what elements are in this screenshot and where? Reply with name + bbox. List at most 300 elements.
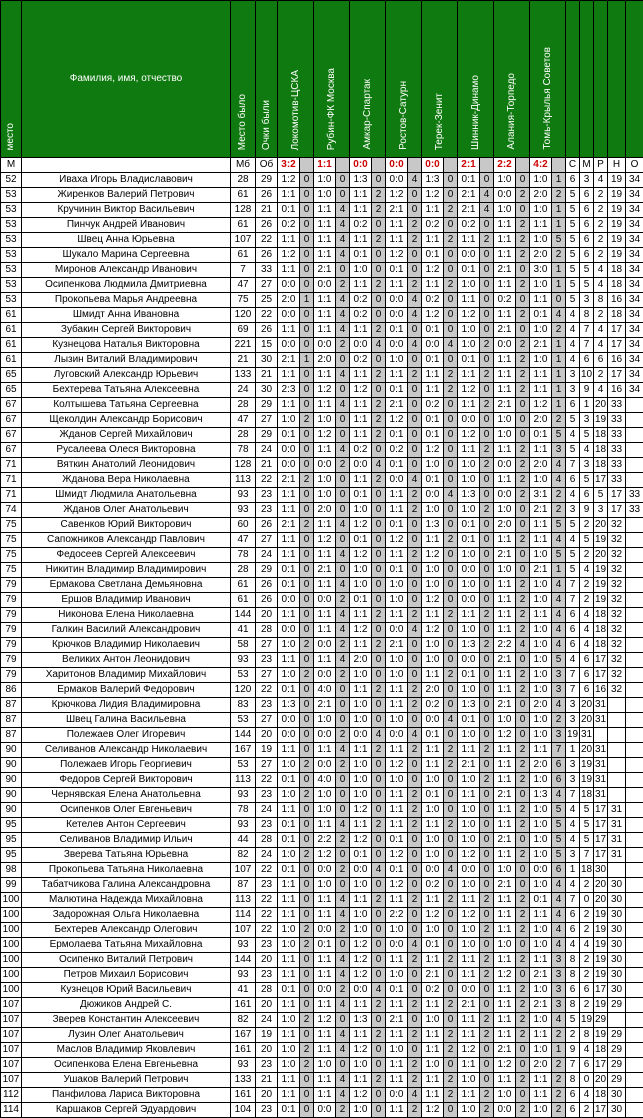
cell-stat: 6 <box>566 398 580 413</box>
col-header-blank <box>608 1 626 158</box>
cell-prev-place: 47 <box>231 533 256 548</box>
cell-points: 4 <box>336 998 350 1013</box>
cell-points: 0 <box>444 473 458 488</box>
cell-points: 4 <box>336 218 350 233</box>
cell-stat: 19 <box>594 578 608 593</box>
cell-prev-place: 113 <box>231 893 256 908</box>
cell-stat <box>626 563 643 578</box>
cell-points: 4 <box>336 743 350 758</box>
cell-prev-place: 28 <box>231 428 256 443</box>
cell-points: 0 <box>444 563 458 578</box>
cell-points: 2 <box>480 443 494 458</box>
cell-points: 2 <box>516 923 530 938</box>
cell-stat: 5 <box>566 233 580 248</box>
cell-forecast: 2:1 <box>386 398 408 413</box>
cell-points: 4 <box>552 623 566 638</box>
cell-place: 90 <box>1 743 22 758</box>
cell-stat: 5 <box>566 203 580 218</box>
cell-forecast: 1:2 <box>530 398 552 413</box>
cell-place: 67 <box>1 428 22 443</box>
cell-points: 0 <box>408 413 422 428</box>
cell-fio: Ершов Владимир Иванович <box>22 593 231 608</box>
table-row <box>1 713 643 728</box>
cell-stat: 4 <box>566 878 580 893</box>
table-row <box>1 323 643 338</box>
cell-forecast: 4:0 <box>314 773 336 788</box>
cell-fio: Осипенкова Людмила Дмитриевна <box>22 278 231 293</box>
cell-fio: Кручинин Виктор Васильевич <box>22 203 231 218</box>
cell-forecast: 1:1 <box>530 533 552 548</box>
cell-points: 5 <box>552 548 566 563</box>
cell-forecast: 0:0 <box>422 713 444 728</box>
cell-points: 4 <box>336 1028 350 1043</box>
cell-place: 79 <box>1 668 22 683</box>
cell-forecast: 0:0 <box>350 458 372 473</box>
cell-points: 0 <box>516 653 530 668</box>
cell-stat <box>626 773 643 788</box>
cell-fio: Лузин Олег Анатольевич <box>22 1028 231 1043</box>
cell-forecast: 2:1 <box>494 548 516 563</box>
cell-points: 4 <box>552 593 566 608</box>
cell-forecast: 1:0 <box>422 653 444 668</box>
cell-points: 2 <box>372 413 386 428</box>
table-row <box>1 848 643 863</box>
cell-stat: 2 <box>594 308 608 323</box>
cell-prev-place: 60 <box>231 518 256 533</box>
cell-points: 2 <box>516 188 530 203</box>
cell-prev-place: 24 <box>231 383 256 398</box>
cell-forecast: 1:3 <box>458 638 480 653</box>
cell-stat: 4 <box>580 443 594 458</box>
cell-stat: 6 <box>566 608 580 623</box>
cell-stat: 7 <box>566 458 580 473</box>
cell-stat <box>626 638 643 653</box>
cell-forecast: 0:0 <box>278 443 300 458</box>
table-row <box>1 518 643 533</box>
cell-forecast: 1:2 <box>278 173 300 188</box>
cell-place: 53 <box>1 293 22 308</box>
cell-forecast: 0:1 <box>314 938 336 953</box>
cell-forecast: 1:1 <box>494 803 516 818</box>
cell-points: 4 <box>408 293 422 308</box>
cell-forecast: 0:0 <box>278 338 300 353</box>
cell-forecast: 1:1 <box>422 383 444 398</box>
cell-fio: Миронов Александр Иванович <box>22 263 231 278</box>
cell-points: 0 <box>372 698 386 713</box>
cell-prev-place: 82 <box>231 1013 256 1028</box>
cell-forecast: 1:0 <box>422 773 444 788</box>
cell-forecast: 1:1 <box>314 908 336 923</box>
cell-fio: Шукало Марина Сергеевна <box>22 248 231 263</box>
cell-points: 0 <box>444 878 458 893</box>
cell-points: 0 <box>480 593 494 608</box>
cell-points: 0 <box>552 293 566 308</box>
cell-forecast: 1:1 <box>350 818 372 833</box>
cell-points: 1 <box>552 218 566 233</box>
cell-prev-pts: 26 <box>256 188 278 203</box>
cell-points: 0 <box>516 413 530 428</box>
cell-stat: 5 <box>566 518 580 533</box>
cell-place: 79 <box>1 623 22 638</box>
cell-stat: 5 <box>566 188 580 203</box>
cell-points: 4 <box>336 818 350 833</box>
cell-points: 0 <box>444 188 458 203</box>
cell-stat: 1 <box>580 398 594 413</box>
cell-points: 0 <box>300 428 314 443</box>
cell-stat: 3 <box>566 713 580 728</box>
cell-forecast: 1:0 <box>530 848 552 863</box>
cell-forecast: 1:0 <box>494 428 516 443</box>
cell-forecast: 2:1 <box>386 638 408 653</box>
cell-stat: 2 <box>580 1103 594 1118</box>
table-row <box>1 188 643 203</box>
cell-points: 2 <box>552 1103 566 1118</box>
cell-points: 0 <box>444 848 458 863</box>
cell-forecast: 1:0 <box>314 878 336 893</box>
cell-points: 2 <box>336 758 350 773</box>
cell-points: 0 <box>300 383 314 398</box>
cell-points: 2 <box>516 1073 530 1088</box>
cell-forecast: 1:0 <box>458 1103 480 1118</box>
cell-stat: 4 <box>594 263 608 278</box>
cell-stat: 34 <box>626 353 643 368</box>
cell-points: 2 <box>372 278 386 293</box>
cell-place: 107 <box>1 998 22 1013</box>
cell-fio: Прокопьева Татьяна Николаевна <box>22 863 231 878</box>
cell-stat: 31 <box>594 788 608 803</box>
table-row <box>1 653 643 668</box>
cell-stat: 2 <box>580 923 594 938</box>
cell-prev-pts: 22 <box>256 473 278 488</box>
subheader-o: О <box>626 158 643 173</box>
cell-forecast: 1:1 <box>530 218 552 233</box>
subheader-c: С <box>566 158 580 173</box>
cell-forecast: 1:0 <box>530 278 552 293</box>
cell-points: 4 <box>408 308 422 323</box>
cell-stat <box>626 998 643 1013</box>
cell-stat: 34 <box>626 293 643 308</box>
match-result: 1:1 <box>314 158 336 173</box>
cell-points: 0 <box>408 983 422 998</box>
cell-fio: Каршаков Сергей Эдуардович <box>22 1103 231 1118</box>
cell-points: 0 <box>372 293 386 308</box>
cell-forecast: 1:1 <box>314 398 336 413</box>
cell-forecast: 1:0 <box>530 1043 552 1058</box>
cell-points: 0 <box>372 563 386 578</box>
cell-forecast: 2:1 <box>530 338 552 353</box>
cell-points: 2 <box>480 893 494 908</box>
cell-points: 2 <box>300 1058 314 1073</box>
cell-forecast: 1:1 <box>278 233 300 248</box>
cell-forecast: 0:0 <box>278 308 300 323</box>
cell-points: 4 <box>336 953 350 968</box>
cell-fio: Колтышева Татьяна Сергеевна <box>22 398 231 413</box>
cell-stat: 19 <box>594 563 608 578</box>
cell-forecast: 1:1 <box>530 1088 552 1103</box>
cell-forecast: 1:0 <box>350 578 372 593</box>
cell-points: 2 <box>372 608 386 623</box>
cell-stat: 30 <box>608 908 626 923</box>
cell-prev-place: 221 <box>231 338 256 353</box>
cell-points: 2 <box>552 1088 566 1103</box>
cell-points: 2 <box>480 398 494 413</box>
col-header-match: Амкар-Спартак <box>350 1 386 158</box>
cell-points: 0 <box>480 683 494 698</box>
cell-forecast: 1:1 <box>494 683 516 698</box>
cell-forecast: 1:1 <box>314 1088 336 1103</box>
cell-forecast: 1:1 <box>278 398 300 413</box>
table-row <box>1 998 643 1013</box>
cell-points: 0 <box>300 863 314 878</box>
cell-forecast: 1:1 <box>422 953 444 968</box>
cell-forecast: 1:1 <box>314 968 336 983</box>
cell-points: 2 <box>516 473 530 488</box>
cell-points: 5 <box>552 803 566 818</box>
col-header-match: Томь-Крылья Советов <box>530 1 566 158</box>
cell-points: 2 <box>552 488 566 503</box>
cell-points: 0 <box>372 953 386 968</box>
cell-stat: 20 <box>580 713 594 728</box>
cell-stat: 18 <box>608 308 626 323</box>
cell-fio: Полежаев Игорь Георгиевич <box>22 758 231 773</box>
cell-prev-pts: 19 <box>256 743 278 758</box>
cell-forecast: 1:1 <box>350 1028 372 1043</box>
cell-points: 0 <box>480 998 494 1013</box>
cell-prev-pts: 20 <box>256 728 278 743</box>
cell-forecast: 0:2 <box>350 218 372 233</box>
cell-prev-place: 61 <box>231 218 256 233</box>
cell-forecast: 0:0 <box>314 1103 336 1118</box>
cell-forecast: 1:1 <box>386 818 408 833</box>
cell-points: 5 <box>552 653 566 668</box>
cell-forecast: 1:0 <box>494 563 516 578</box>
cell-stat <box>626 983 643 998</box>
cell-stat: 4 <box>594 173 608 188</box>
cell-stat: 6 <box>580 233 594 248</box>
cell-stat: 2 <box>580 968 594 983</box>
cell-fio: Табатчикова Галина Александровна <box>22 878 231 893</box>
cell-stat: 33 <box>608 443 626 458</box>
cell-points: 0 <box>300 548 314 563</box>
cell-forecast: 1:1 <box>386 1058 408 1073</box>
cell-stat: 17 <box>594 1058 608 1073</box>
cell-stat: 29 <box>594 1013 608 1028</box>
cell-forecast: 1:0 <box>530 473 552 488</box>
cell-stat: 6 <box>580 983 594 998</box>
cell-points: 0 <box>336 683 350 698</box>
cell-points: 5 <box>552 518 566 533</box>
cell-forecast: 0:1 <box>278 983 300 998</box>
cell-prev-place: 21 <box>231 353 256 368</box>
table-row <box>1 1073 643 1088</box>
cell-points: 2 <box>552 503 566 518</box>
cell-prev-place: 144 <box>231 608 256 623</box>
col-header-match: Рубин-ФК Москва <box>314 1 350 158</box>
cell-forecast: 1:1 <box>278 1028 300 1043</box>
cell-prev-pts: 27 <box>256 413 278 428</box>
cell-forecast: 0:0 <box>314 728 336 743</box>
cell-forecast: 1:1 <box>386 1103 408 1118</box>
cell-points: 0 <box>300 893 314 908</box>
cell-stat: 4 <box>594 383 608 398</box>
cell-points: 2 <box>300 788 314 803</box>
cell-stat: 30 <box>608 953 626 968</box>
cell-forecast: 1:1 <box>278 548 300 563</box>
cell-forecast: 0:1 <box>422 728 444 743</box>
cell-points: 2 <box>336 983 350 998</box>
cell-forecast: 2:1 <box>458 188 480 203</box>
cell-points: 4 <box>372 863 386 878</box>
cell-place: 100 <box>1 953 22 968</box>
cell-stat: 19 <box>608 248 626 263</box>
table-row <box>1 353 643 368</box>
cell-forecast: 1:0 <box>350 1058 372 1073</box>
cell-points: 2 <box>408 278 422 293</box>
cell-forecast: 1:2 <box>458 428 480 443</box>
cell-stat: 8 <box>594 293 608 308</box>
cell-place: 53 <box>1 263 22 278</box>
cell-points: 4 <box>552 1013 566 1028</box>
cell-points: 4 <box>336 443 350 458</box>
cell-stat: 16 <box>594 683 608 698</box>
cell-stat: 5 <box>580 428 594 443</box>
cell-forecast: 1:1 <box>494 308 516 323</box>
cell-forecast: 1:2 <box>314 848 336 863</box>
cell-forecast: 0:1 <box>458 263 480 278</box>
cell-forecast: 1:3 <box>422 518 444 533</box>
cell-forecast: 0:0 <box>314 923 336 938</box>
cell-points: 0 <box>444 458 458 473</box>
cell-forecast: 0:1 <box>350 593 372 608</box>
cell-points: 0 <box>300 803 314 818</box>
cell-prev-place: 82 <box>231 848 256 863</box>
cell-forecast: 0:0 <box>458 863 480 878</box>
cell-points: 2 <box>372 368 386 383</box>
cell-forecast: 1:2 <box>386 758 408 773</box>
cell-forecast: 1:1 <box>458 788 480 803</box>
cell-points: 0 <box>372 248 386 263</box>
col-header-blank <box>594 1 608 158</box>
cell-forecast: 1:0 <box>278 638 300 653</box>
cell-points: 2 <box>372 323 386 338</box>
cell-forecast: 1:0 <box>458 278 480 293</box>
cell-points: 0 <box>300 398 314 413</box>
cell-points: 2 <box>300 923 314 938</box>
cell-prev-pts: 26 <box>256 578 278 593</box>
cell-forecast: 0:1 <box>386 518 408 533</box>
cell-forecast: 0:1 <box>530 893 552 908</box>
cell-points: 2 <box>372 998 386 1013</box>
cell-forecast: 0:1 <box>350 248 372 263</box>
cell-forecast: 1:1 <box>530 293 552 308</box>
cell-place: 79 <box>1 593 22 608</box>
cell-stat: 17 <box>594 818 608 833</box>
cell-points: 2 <box>372 233 386 248</box>
subheader-fio <box>22 158 231 173</box>
cell-forecast: 0:1 <box>458 533 480 548</box>
cell-points: 0 <box>480 818 494 833</box>
cell-prev-pts: 29 <box>256 173 278 188</box>
cell-forecast: 1:0 <box>278 848 300 863</box>
cell-forecast: 1:1 <box>422 1028 444 1043</box>
cell-stat: 3 <box>566 368 580 383</box>
cell-fio: Кузнецов Юрий Васильевич <box>22 983 231 998</box>
cell-prev-pts: 23 <box>256 653 278 668</box>
match-result: 2:2 <box>494 158 516 173</box>
cell-points: 1 <box>552 353 566 368</box>
cell-stat: 0 <box>580 1073 594 1088</box>
table-row <box>1 788 643 803</box>
cell-stat: 8 <box>580 1028 594 1043</box>
cell-points: 2 <box>300 758 314 773</box>
cell-stat: 19 <box>608 173 626 188</box>
cell-stat: 33 <box>626 488 643 503</box>
cell-fio: Жиренков Валерий Петрович <box>22 188 231 203</box>
cell-place: 100 <box>1 968 22 983</box>
cell-stat: 7 <box>580 323 594 338</box>
cell-forecast: 1:2 <box>314 533 336 548</box>
cell-fio: Бехтерева Татьяна Алексеевна <box>22 383 231 398</box>
cell-points: 4 <box>336 578 350 593</box>
cell-prev-pts: 20 <box>256 1043 278 1058</box>
cell-points: 0 <box>444 923 458 938</box>
cell-forecast: 1:1 <box>314 548 336 563</box>
cell-fio: Иваха Игорь Владиславович <box>22 173 231 188</box>
cell-forecast: 2:0 <box>530 1058 552 1073</box>
cell-forecast: 1:2 <box>350 1043 372 1058</box>
cell-forecast: 0:0 <box>386 1088 408 1103</box>
table-row <box>1 803 643 818</box>
cell-forecast: 1:1 <box>314 743 336 758</box>
cell-forecast: 1:0 <box>350 758 372 773</box>
cell-forecast: 1:1 <box>350 203 372 218</box>
cell-place: 67 <box>1 413 22 428</box>
cell-place: 75 <box>1 518 22 533</box>
cell-forecast: 1:1 <box>458 233 480 248</box>
cell-prev-pts: 21 <box>256 458 278 473</box>
cell-points: 0 <box>444 1103 458 1118</box>
cell-points: 0 <box>336 188 350 203</box>
cell-stat: 17 <box>594 473 608 488</box>
cell-points: 2 <box>516 623 530 638</box>
cell-points: 0 <box>336 503 350 518</box>
cell-prev-place: 83 <box>231 698 256 713</box>
cell-points: 2 <box>444 743 458 758</box>
cell-forecast: 1:0 <box>350 773 372 788</box>
cell-forecast: 0:1 <box>386 863 408 878</box>
cell-forecast: 1:0 <box>278 938 300 953</box>
cell-forecast: 1:0 <box>494 503 516 518</box>
cell-forecast: 1:1 <box>494 818 516 833</box>
cell-forecast: 1:0 <box>530 578 552 593</box>
cell-points: 2 <box>516 578 530 593</box>
cell-points: 0 <box>480 263 494 278</box>
cell-stat: 32 <box>608 563 626 578</box>
cell-points: 0 <box>336 533 350 548</box>
table-row <box>1 368 643 383</box>
cell-points: 0 <box>408 578 422 593</box>
cell-points: 2 <box>336 668 350 683</box>
cell-stat: 16 <box>608 383 626 398</box>
cell-stat: 4 <box>566 938 580 953</box>
cell-forecast: 1:1 <box>458 968 480 983</box>
cell-forecast: 1:0 <box>530 623 552 638</box>
cell-forecast: 1:2 <box>422 263 444 278</box>
cell-forecast: 1:2 <box>458 848 480 863</box>
cell-forecast: 1:2 <box>350 518 372 533</box>
cell-forecast: 1:0 <box>386 353 408 368</box>
cell-stat: 5 <box>580 533 594 548</box>
